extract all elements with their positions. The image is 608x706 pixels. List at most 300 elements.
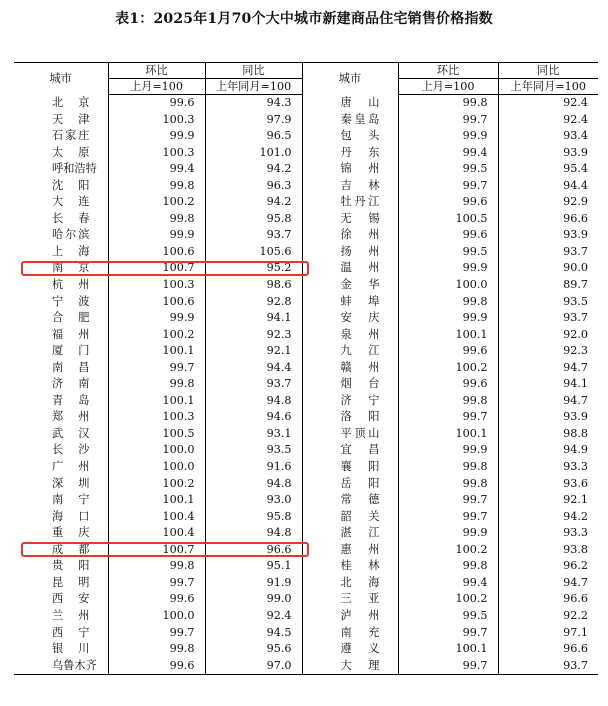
city-name: 长沙: [52, 443, 90, 457]
mom-cell: 100.2: [398, 360, 498, 377]
city-cell: [302, 509, 398, 526]
table-row: [14, 178, 598, 195]
city-name: 大连: [52, 195, 90, 209]
city-cell: [302, 409, 398, 426]
city-name: 韶关: [340, 509, 380, 523]
yoy-cell: 92.9: [498, 194, 598, 211]
mom-cell: 100.2: [398, 591, 498, 608]
mom-cell: 100.7: [108, 542, 205, 559]
city-name: 遵义: [340, 642, 380, 656]
city-cell: [14, 442, 108, 459]
city-name: 岳阳: [340, 476, 380, 490]
city-name: 牡丹江: [340, 195, 380, 209]
mom-cell: 99.5: [398, 161, 498, 178]
city-cell: [14, 211, 108, 228]
mom-cell: 99.8: [398, 558, 498, 575]
mom-cell: 100.0: [398, 277, 498, 294]
city-cell: [14, 459, 108, 476]
city-cell: [302, 641, 398, 658]
mom-cell: 99.9: [108, 128, 205, 145]
yoy-cell: 91.6: [205, 459, 302, 476]
table-row: [14, 294, 598, 311]
city-name: 哈尔滨: [52, 228, 90, 242]
table-row: [14, 343, 598, 360]
table-row: [14, 227, 598, 244]
mom-cell: 99.6: [108, 658, 205, 675]
mom-cell: 99.8: [398, 459, 498, 476]
city-name: 西宁: [52, 625, 90, 639]
city-cell: [14, 492, 108, 509]
header-yoy-left: 同比: [205, 63, 302, 79]
mom-cell: 99.7: [398, 178, 498, 195]
city-name: 呼和浩特: [52, 162, 97, 176]
mom-cell: 99.7: [398, 658, 498, 675]
city-cell: [14, 227, 108, 244]
city-cell: [14, 360, 108, 377]
city-cell: [14, 95, 108, 112]
table-row: [14, 211, 598, 228]
mom-cell: 99.8: [108, 558, 205, 575]
mom-cell: 100.6: [108, 294, 205, 311]
mom-cell: 99.9: [108, 310, 205, 327]
city-name: 泸州: [340, 608, 380, 622]
header-mom-base-right: 上月=100: [398, 79, 498, 95]
yoy-cell: 93.3: [498, 459, 598, 476]
city-name: 蚌埠: [340, 294, 380, 308]
mom-cell: 99.7: [398, 409, 498, 426]
yoy-cell: 95.2: [205, 260, 302, 277]
city-name: 赣州: [340, 360, 380, 374]
mom-cell: 99.7: [398, 509, 498, 526]
table-row: [14, 525, 598, 542]
mom-cell: 99.6: [398, 376, 498, 393]
city-name: 深圳: [52, 476, 90, 490]
yoy-cell: 96.6: [205, 542, 302, 559]
city-name: 北京: [52, 95, 90, 109]
table-row: [14, 128, 598, 145]
mom-cell: 100.1: [398, 641, 498, 658]
city-name: 长春: [52, 211, 90, 225]
header-mom-left: 环比: [108, 63, 205, 79]
city-cell: [14, 112, 108, 129]
city-cell: [302, 95, 398, 112]
price-index-table: [14, 62, 598, 675]
yoy-cell: 96.6: [498, 211, 598, 228]
mom-cell: 99.9: [398, 442, 498, 459]
mom-cell: 99.9: [108, 227, 205, 244]
yoy-cell: 93.5: [498, 294, 598, 311]
yoy-cell: 92.1: [498, 492, 598, 509]
city-cell: [302, 492, 398, 509]
yoy-cell: 99.0: [205, 591, 302, 608]
city-cell: [14, 558, 108, 575]
header-mom-base-left: 上月=100: [108, 79, 205, 95]
mom-cell: 100.2: [398, 542, 498, 559]
city-name: 太原: [52, 145, 90, 159]
city-name: 扬州: [340, 244, 380, 258]
mom-cell: 100.2: [108, 194, 205, 211]
yoy-cell: 93.7: [205, 227, 302, 244]
yoy-cell: 94.8: [205, 476, 302, 493]
city-cell: [14, 409, 108, 426]
city-cell: [302, 310, 398, 327]
mom-cell: 99.8: [398, 393, 498, 410]
mom-cell: 100.5: [398, 211, 498, 228]
yoy-cell: 92.0: [498, 327, 598, 344]
mom-cell: 100.1: [108, 393, 205, 410]
yoy-cell: 94.2: [205, 194, 302, 211]
yoy-cell: 93.7: [498, 310, 598, 327]
city-name: 惠州: [340, 542, 380, 556]
city-name: 无锡: [340, 211, 380, 225]
yoy-cell: 92.1: [205, 343, 302, 360]
yoy-cell: 105.6: [205, 244, 302, 261]
yoy-cell: 95.8: [205, 211, 302, 228]
mom-cell: 100.0: [108, 459, 205, 476]
mom-cell: 100.4: [108, 525, 205, 542]
yoy-cell: 92.8: [205, 294, 302, 311]
city-cell: [14, 244, 108, 261]
city-cell: [14, 641, 108, 658]
city-cell: [14, 343, 108, 360]
yoy-cell: 92.2: [498, 608, 598, 625]
yoy-cell: 97.1: [498, 625, 598, 642]
city-name: 郑州: [52, 410, 90, 424]
mom-cell: 99.6: [398, 227, 498, 244]
city-name: 北海: [340, 575, 380, 589]
city-name: 南宁: [52, 493, 90, 507]
mom-cell: 99.7: [398, 492, 498, 509]
mom-cell: 99.9: [398, 260, 498, 277]
city-name: 秦皇岛: [340, 112, 380, 126]
city-cell: [302, 161, 398, 178]
mom-cell: 100.4: [108, 509, 205, 526]
city-cell: [302, 211, 398, 228]
mom-cell: 99.6: [398, 343, 498, 360]
table-row: [14, 558, 598, 575]
city-name: 合肥: [52, 311, 90, 325]
yoy-cell: 93.4: [498, 128, 598, 145]
yoy-cell: 94.7: [498, 575, 598, 592]
city-name: 唐山: [340, 95, 380, 109]
city-cell: [302, 294, 398, 311]
city-name: 襄阳: [340, 460, 380, 474]
city-cell: [302, 360, 398, 377]
yoy-cell: 93.5: [205, 442, 302, 459]
mom-cell: 100.3: [108, 112, 205, 129]
city-cell: [302, 476, 398, 493]
city-cell: [14, 509, 108, 526]
yoy-cell: 93.9: [498, 145, 598, 162]
city-cell: [14, 145, 108, 162]
mom-cell: 99.8: [108, 376, 205, 393]
yoy-cell: 93.9: [498, 227, 598, 244]
city-cell: [302, 459, 398, 476]
city-name: 常德: [340, 493, 380, 507]
yoy-cell: 96.2: [498, 558, 598, 575]
city-cell: [14, 476, 108, 493]
city-cell: [302, 575, 398, 592]
mom-cell: 100.5: [108, 426, 205, 443]
header-yoy-base-right: 上年同月=100: [498, 79, 598, 95]
yoy-cell: 97.9: [205, 112, 302, 129]
city-cell: [14, 310, 108, 327]
city-cell: [14, 376, 108, 393]
city-name: 温州: [340, 261, 380, 275]
yoy-cell: 92.4: [498, 95, 598, 112]
mom-cell: 100.0: [108, 608, 205, 625]
city-cell: [14, 277, 108, 294]
table-row: [14, 426, 598, 443]
yoy-cell: 94.2: [205, 161, 302, 178]
city-cell: [14, 575, 108, 592]
table-row: [14, 194, 598, 211]
city-cell: [14, 161, 108, 178]
mom-cell: 100.3: [108, 277, 205, 294]
city-cell: [302, 442, 398, 459]
city-cell: [302, 194, 398, 211]
city-name: 沈阳: [52, 178, 90, 192]
yoy-cell: 96.6: [498, 591, 598, 608]
city-name: 包头: [340, 129, 380, 143]
city-name: 宁波: [52, 294, 90, 308]
mom-cell: 99.8: [108, 211, 205, 228]
mom-cell: 100.7: [108, 260, 205, 277]
city-name: 烟台: [340, 377, 380, 391]
city-cell: [14, 294, 108, 311]
city-name: 平顶山: [340, 426, 380, 440]
table-row: [14, 409, 598, 426]
city-cell: [302, 376, 398, 393]
city-cell: [14, 591, 108, 608]
mom-cell: 99.7: [398, 625, 498, 642]
city-cell: [14, 194, 108, 211]
mom-cell: 100.3: [108, 409, 205, 426]
table-row: [14, 244, 598, 261]
mom-cell: 99.8: [398, 294, 498, 311]
yoy-cell: 93.7: [205, 376, 302, 393]
city-name: 兰州: [52, 608, 90, 622]
yoy-cell: 94.4: [205, 360, 302, 377]
yoy-cell: 92.3: [498, 343, 598, 360]
mom-cell: 99.9: [398, 310, 498, 327]
mom-cell: 99.8: [108, 178, 205, 195]
city-name: 西安: [52, 592, 90, 606]
table-row: [14, 641, 598, 658]
yoy-cell: 94.5: [205, 625, 302, 642]
table-row: [14, 310, 598, 327]
header-city-right: 城市: [302, 63, 398, 95]
mom-cell: 100.2: [108, 327, 205, 344]
yoy-cell: 94.4: [498, 178, 598, 195]
table-row: [14, 575, 598, 592]
city-name: 安庆: [340, 311, 380, 325]
city-name: 青岛: [52, 393, 90, 407]
yoy-cell: 94.1: [498, 376, 598, 393]
mom-cell: 100.2: [108, 476, 205, 493]
mom-cell: 99.8: [108, 641, 205, 658]
yoy-cell: 95.1: [205, 558, 302, 575]
yoy-cell: 94.7: [498, 360, 598, 377]
table-row: [14, 112, 598, 129]
city-cell: [302, 128, 398, 145]
city-cell: [302, 591, 398, 608]
city-name: 成都: [52, 542, 90, 556]
table-row: [14, 476, 598, 493]
yoy-cell: 98.6: [205, 277, 302, 294]
table-row: [14, 95, 598, 112]
city-cell: [302, 393, 398, 410]
mom-cell: 100.1: [108, 492, 205, 509]
yoy-cell: 94.9: [498, 442, 598, 459]
table-row: [14, 608, 598, 625]
yoy-cell: 94.2: [498, 509, 598, 526]
city-name: 乌鲁木齐: [52, 658, 97, 672]
mom-cell: 99.5: [398, 244, 498, 261]
yoy-cell: 90.0: [498, 260, 598, 277]
city-cell: [302, 178, 398, 195]
yoy-cell: 89.7: [498, 277, 598, 294]
yoy-cell: 94.8: [205, 525, 302, 542]
city-name: 金华: [340, 278, 380, 292]
mom-cell: 99.9: [398, 128, 498, 145]
table-row: [14, 591, 598, 608]
city-name: 福州: [52, 327, 90, 341]
highlight-box: [21, 261, 309, 276]
city-cell: [302, 608, 398, 625]
yoy-cell: 95.8: [205, 509, 302, 526]
table-row: [14, 509, 598, 526]
mom-cell: 99.6: [108, 95, 205, 112]
highlight-box: [21, 542, 309, 557]
city-cell: [302, 145, 398, 162]
city-name: 宜昌: [340, 443, 380, 457]
city-name: 南充: [340, 625, 380, 639]
city-cell: [302, 227, 398, 244]
city-name: 上海: [52, 244, 90, 258]
city-cell: [14, 327, 108, 344]
city-name: 大理: [340, 658, 380, 672]
city-cell: [14, 393, 108, 410]
mom-cell: 100.3: [108, 145, 205, 162]
city-cell: [14, 658, 108, 675]
table-row: [14, 360, 598, 377]
city-cell: [302, 277, 398, 294]
city-cell: [302, 426, 398, 443]
city-name: 三亚: [340, 592, 380, 606]
city-name: 厦门: [52, 344, 90, 358]
yoy-cell: 94.3: [205, 95, 302, 112]
mom-cell: 99.6: [398, 194, 498, 211]
header-yoy-right: 同比: [498, 63, 598, 79]
table-row: [14, 625, 598, 642]
city-cell: [302, 244, 398, 261]
city-cell: [302, 542, 398, 559]
city-name: 天津: [52, 112, 90, 126]
yoy-cell: 93.7: [498, 658, 598, 675]
mom-cell: 99.9: [398, 525, 498, 542]
mom-cell: 99.7: [108, 360, 205, 377]
city-name: 丹东: [340, 145, 380, 159]
table-title: 表1：2025年1月70个大中城市新建商品住宅销售价格指数: [115, 11, 493, 27]
city-cell: [302, 327, 398, 344]
mom-cell: 99.5: [398, 608, 498, 625]
city-name: 海口: [52, 509, 90, 523]
city-cell: [302, 658, 398, 675]
city-name: 银川: [52, 642, 90, 656]
yoy-cell: 95.4: [498, 161, 598, 178]
yoy-cell: 93.9: [498, 409, 598, 426]
header-yoy-base-left: 上年同月=100: [205, 79, 302, 95]
city-cell: [302, 525, 398, 542]
mom-cell: 99.8: [398, 476, 498, 493]
header-mom-right: 环比: [398, 63, 498, 79]
city-cell: [302, 343, 398, 360]
city-cell: [14, 525, 108, 542]
mom-cell: 99.4: [398, 575, 498, 592]
city-name: 泉州: [340, 327, 380, 341]
mom-cell: 99.6: [108, 591, 205, 608]
yoy-cell: 95.6: [205, 641, 302, 658]
city-name: 锦州: [340, 162, 380, 176]
city-cell: [14, 608, 108, 625]
yoy-cell: 93.7: [498, 244, 598, 261]
yoy-cell: 93.8: [498, 542, 598, 559]
mom-cell: 100.1: [398, 327, 498, 344]
yoy-cell: 101.0: [205, 145, 302, 162]
mom-cell: 99.8: [398, 95, 498, 112]
table-row: [14, 492, 598, 509]
mom-cell: 100.6: [108, 244, 205, 261]
city-cell: [302, 260, 398, 277]
city-name: 重庆: [52, 526, 90, 540]
yoy-cell: 96.5: [205, 128, 302, 145]
yoy-cell: 91.9: [205, 575, 302, 592]
city-name: 九江: [340, 344, 380, 358]
city-cell: [14, 625, 108, 642]
city-name: 南京: [52, 261, 90, 275]
city-name: 杭州: [52, 278, 90, 292]
yoy-cell: 94.1: [205, 310, 302, 327]
table-body: [14, 95, 598, 675]
city-name: 昆明: [52, 575, 90, 589]
city-cell: [302, 625, 398, 642]
table-row: [14, 145, 598, 162]
city-cell: [14, 426, 108, 443]
city-name: 石家庄: [52, 129, 90, 143]
table-row: [14, 161, 598, 178]
mom-cell: 100.0: [108, 442, 205, 459]
yoy-cell: 94.8: [205, 393, 302, 410]
city-name: 武汉: [52, 426, 90, 440]
yoy-cell: 93.3: [498, 525, 598, 542]
city-name: 济宁: [340, 393, 380, 407]
city-name: 贵阳: [52, 559, 90, 573]
yoy-cell: 98.8: [498, 426, 598, 443]
yoy-cell: 93.1: [205, 426, 302, 443]
yoy-cell: 93.0: [205, 492, 302, 509]
mom-cell: 100.1: [108, 343, 205, 360]
yoy-cell: 92.4: [498, 112, 598, 129]
table-row: [14, 658, 598, 675]
city-name: 洛阳: [340, 410, 380, 424]
table-row: [14, 393, 598, 410]
city-cell: [302, 112, 398, 129]
city-cell: [302, 558, 398, 575]
table-row: [14, 442, 598, 459]
yoy-cell: 96.6: [498, 641, 598, 658]
mom-cell: 99.7: [108, 575, 205, 592]
